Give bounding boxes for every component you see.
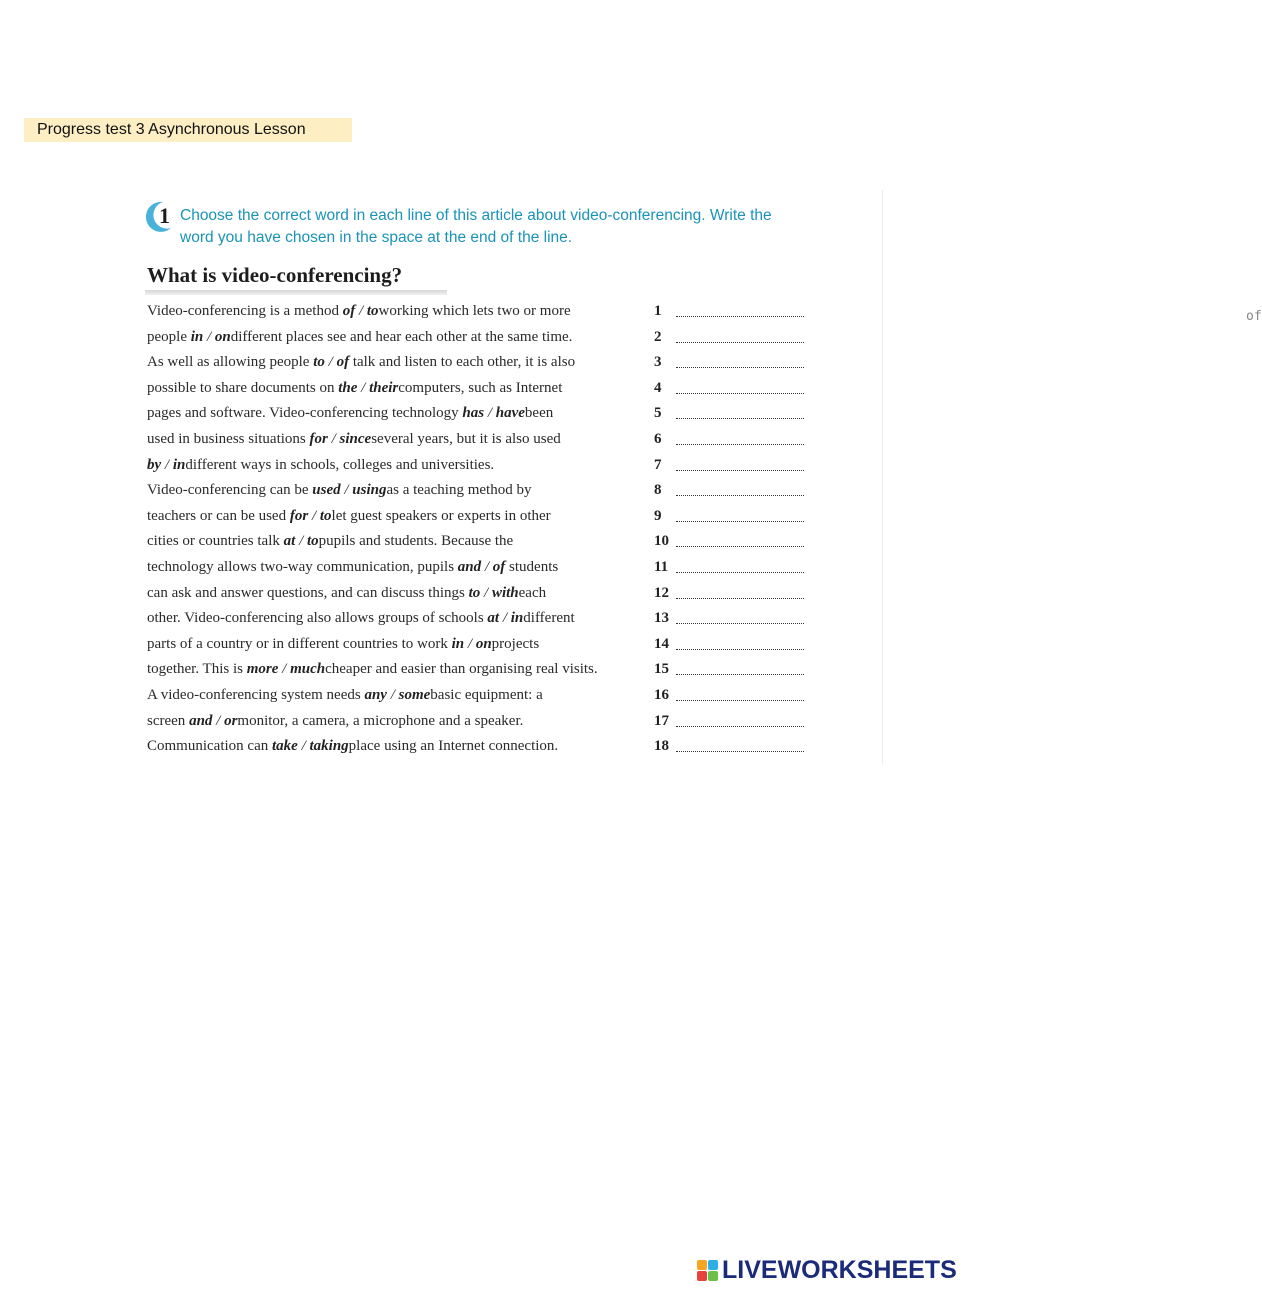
article-line (147, 299, 1262, 325)
article-line (147, 504, 827, 530)
answer-blank[interactable] (676, 674, 804, 675)
answer-blank[interactable] (676, 418, 804, 419)
answer-blank[interactable] (676, 495, 804, 496)
article-line (147, 683, 827, 709)
word-option-1: the (338, 379, 358, 396)
article-line (147, 350, 827, 376)
answer-blank[interactable] (676, 393, 804, 394)
logo-grid-icon (697, 1260, 718, 1281)
answer-number: 11 (654, 558, 669, 575)
line-text-before: cities or countries talk (147, 533, 284, 550)
exercise-number: 1 (159, 203, 170, 228)
word-option-2: much (290, 661, 326, 678)
answer-number: 17 (654, 712, 669, 729)
word-option-1: has (462, 405, 485, 422)
line-text-before: people (147, 328, 191, 345)
option-separator: / (297, 738, 310, 755)
line-text-before: A video-conferencing system needs (147, 686, 365, 703)
line-text-after: basic equipment: a (430, 686, 543, 703)
word-option-2: to (306, 533, 319, 550)
answer-number: 14 (654, 635, 669, 652)
line-text-before: pages and software. Video-conferencing technology (147, 405, 463, 422)
answer-number: 4 (654, 379, 662, 396)
line-text-after: as a teaching method by (386, 482, 532, 499)
word-option-1: and (457, 558, 482, 575)
line-text-after: different ways in schools, colleges and universities. (185, 456, 495, 473)
logo-text: LIVEWORKSHEETS (722, 1255, 957, 1284)
article-line (147, 632, 827, 658)
option-separator: / (357, 379, 370, 396)
line-text-before: can ask and answer questions, and can discuss things (147, 584, 469, 601)
answer-blank[interactable] (676, 751, 804, 752)
word-option-2: to (319, 507, 332, 524)
word-option-1: at (487, 610, 500, 627)
answer-number: 3 (654, 354, 662, 371)
word-option-1: more (246, 661, 279, 678)
word-option-1: used (312, 482, 341, 499)
article-line (147, 453, 827, 479)
article-line (147, 478, 827, 504)
word-option-2: taking (309, 738, 349, 755)
line-text-after: several years, but it is also used (371, 430, 561, 447)
word-option-1: in (451, 635, 465, 652)
option-separator: / (480, 584, 492, 601)
word-option-1: at (283, 533, 296, 550)
answer-number: 1 (654, 303, 662, 319)
answer-number: 8 (654, 482, 662, 499)
article-line (147, 401, 827, 427)
word-option-2: on (214, 328, 231, 345)
line-text-after: place using an Internet connection. (348, 738, 559, 755)
option-separator: / (203, 328, 215, 345)
answer-blank[interactable] (676, 598, 804, 599)
logo-square (697, 1260, 707, 1270)
answer-blank[interactable] (676, 623, 804, 624)
word-option-2: since (339, 430, 372, 447)
option-separator: / (327, 430, 340, 447)
article-line (147, 734, 827, 760)
line-text-before: teachers or can be used (147, 507, 290, 524)
option-separator: / (481, 558, 493, 575)
word-option-2: in (510, 610, 524, 627)
line-text-after: talk and listen to each other, it is also (349, 354, 576, 371)
answer-blank[interactable] (676, 309, 1262, 324)
instruction-line-2: word you have chosen in the space at the end of the line. (180, 229, 573, 246)
word-option-1: to (313, 354, 325, 371)
line-text-after: each (518, 584, 547, 601)
answer-blank[interactable] (676, 649, 804, 650)
answer-number: 12 (654, 584, 669, 601)
article-line (147, 657, 827, 683)
line-text-before: parts of a country or in different countries to work (147, 635, 452, 652)
option-separator: / (295, 533, 307, 550)
option-separator: / (308, 507, 320, 524)
line-text-after: different (523, 610, 575, 627)
answer-blank[interactable] (676, 700, 804, 701)
option-separator: / (499, 610, 511, 627)
logo-square (708, 1271, 718, 1281)
answer-blank[interactable] (676, 521, 804, 522)
line-text-after: computers, such as Internet (398, 379, 563, 396)
article-line (147, 427, 827, 453)
article-line (147, 555, 827, 581)
line-text-after: let guest speakers or experts in other (331, 507, 551, 524)
line-text-after: students (505, 558, 559, 575)
answer-number: 9 (654, 507, 662, 524)
answer-blank[interactable] (676, 572, 804, 573)
line-text-after: different places see and hear each other at the same time. (230, 328, 573, 345)
option-separator: / (464, 635, 476, 652)
answer-text: of (1246, 309, 1262, 324)
answer-blank[interactable] (676, 470, 804, 471)
answer-number: 16 (654, 686, 669, 703)
answer-number: 6 (654, 430, 662, 447)
word-option-2: on (475, 635, 492, 652)
answer-number: 2 (654, 328, 662, 345)
option-separator: / (355, 303, 367, 319)
line-text-before: Video-conferencing can be (147, 482, 313, 499)
word-option-1: of (342, 303, 356, 319)
line-text-after: pupils and students. Because the (318, 533, 514, 550)
line-text-after: been (524, 405, 554, 422)
liveworksheets-logo (697, 1255, 957, 1285)
article-line (147, 325, 827, 351)
answer-number: 13 (654, 610, 669, 627)
answer-number: 7 (654, 456, 662, 473)
line-text-before: As well as allowing people (147, 354, 314, 371)
answer-blank[interactable] (676, 726, 804, 727)
word-option-2: some (398, 686, 431, 703)
article-line (147, 606, 827, 632)
answer-blank[interactable] (676, 367, 804, 368)
line-text-before: screen (147, 712, 190, 729)
logo-square (708, 1260, 718, 1270)
answer-number: 10 (654, 533, 669, 550)
word-option-1: for (289, 507, 309, 524)
option-separator: / (161, 456, 173, 473)
word-option-2: of (492, 558, 506, 575)
article-line (147, 376, 827, 402)
word-option-1: in (190, 328, 204, 345)
option-separator: / (340, 482, 353, 499)
lesson-title-tag: Progress test 3 Asynchronous Lesson (24, 118, 352, 142)
article-line (147, 529, 827, 555)
answer-blank[interactable] (676, 444, 804, 445)
word-option-2: of (336, 354, 350, 371)
line-text-before: other. Video-conferencing also allows groups of schools (147, 610, 488, 627)
answer-number: 15 (654, 661, 669, 678)
option-separator: / (324, 354, 337, 371)
word-option-1: by (147, 456, 162, 473)
answer-number: 5 (654, 405, 662, 422)
word-option-2: have (495, 405, 525, 422)
answer-blank[interactable] (676, 342, 804, 343)
option-separator: / (278, 661, 291, 678)
article-line (147, 581, 827, 607)
exercise-number-badge (141, 198, 177, 234)
option-separator: / (484, 405, 496, 422)
word-option-2: to (366, 303, 379, 319)
word-option-2: in (172, 456, 186, 473)
article-line (147, 709, 827, 735)
answer-number: 18 (654, 738, 669, 755)
line-text-before: used in business situations (147, 430, 310, 447)
line-text-before: Video-conferencing is a method (147, 303, 343, 319)
word-option-2: using (352, 482, 387, 499)
word-option-2: with (491, 584, 519, 601)
exercise-instructions (180, 205, 860, 249)
line-text-after: working which lets two or more (378, 303, 571, 319)
word-option-1: any (364, 686, 387, 703)
answer-blank[interactable] (676, 546, 804, 547)
article-lines (147, 299, 1262, 760)
word-option-1: take (271, 738, 298, 755)
word-option-1: for (309, 430, 328, 447)
line-text-after: monitor, a camera, a microphone and a speaker. (237, 712, 524, 729)
line-text-before: Communication can (147, 738, 272, 755)
option-separator: / (212, 712, 225, 729)
word-option-1: to (468, 584, 481, 601)
word-option-1: and (189, 712, 213, 729)
exercise-border (882, 190, 883, 765)
word-option-2: their (369, 379, 399, 396)
logo-square (697, 1271, 707, 1281)
line-text-before: technology allows two-way communication, pupils (147, 558, 458, 575)
line-text-before: together. This is (147, 661, 247, 678)
title-underline (145, 290, 447, 295)
line-text-after: projects (491, 635, 540, 652)
article-title: What is video-conferencing? (147, 263, 403, 287)
instruction-line-1: Choose the correct word in each line of this article about video-conferencing. Write the (180, 207, 772, 224)
word-option-2: or (224, 712, 238, 729)
line-text-before: possible to share documents on (147, 379, 339, 396)
option-separator: / (386, 686, 399, 703)
line-text-after: cheaper and easier than organising real visits. (325, 661, 598, 678)
